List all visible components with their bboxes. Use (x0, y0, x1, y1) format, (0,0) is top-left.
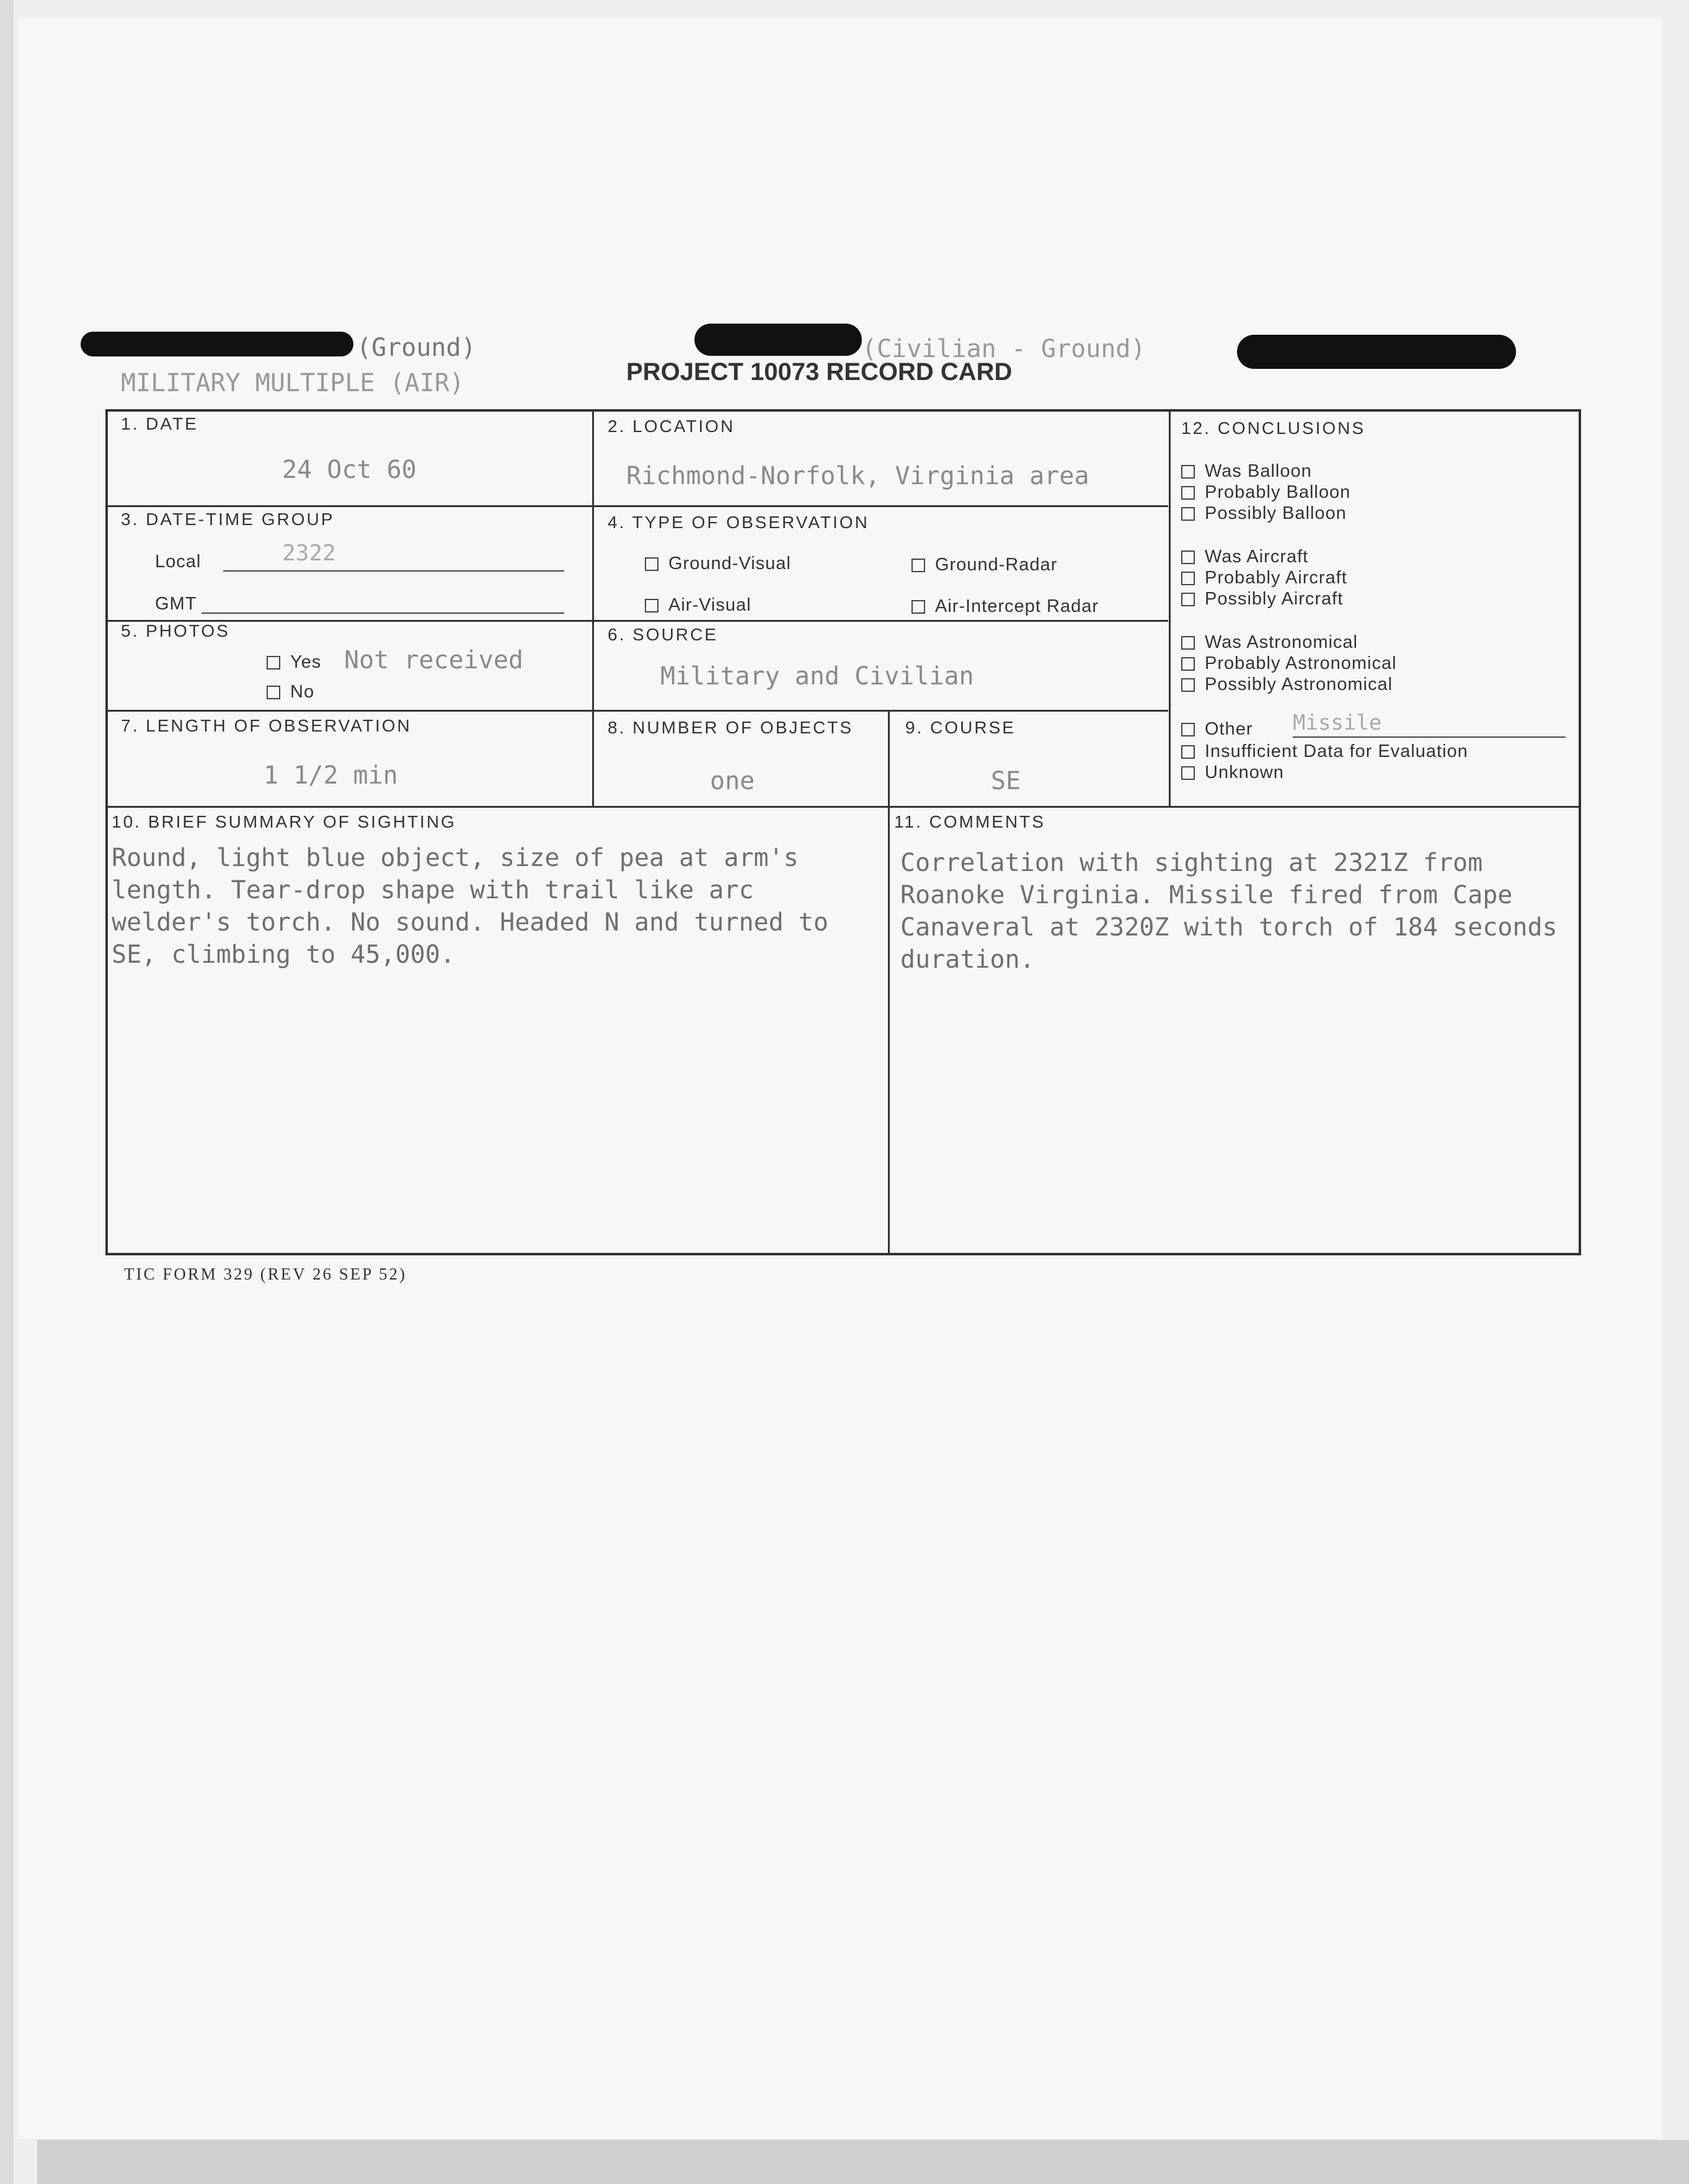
checkbox-was-balloon[interactable] (1181, 465, 1195, 479)
conclusions-label: 12. CONCLUSIONS (1181, 418, 1366, 438)
checkbox-air-visual[interactable] (645, 599, 658, 612)
local-underline (223, 570, 564, 572)
redaction-left (81, 332, 353, 356)
conclusion-was-aircraft: Was Aircraft (1181, 547, 1308, 567)
local-label: Local (155, 552, 202, 572)
length-label: 7. LENGTH OF OBSERVATION (121, 716, 412, 735)
record-card-title: PROJECT 10073 RECORD CARD (626, 358, 1013, 386)
photos-no: No (267, 682, 314, 702)
date-label: 1. DATE (121, 414, 198, 433)
col-divider-1 (592, 412, 594, 806)
checkbox-unknown[interactable] (1181, 766, 1195, 780)
photos-yes-note: Not received (344, 646, 523, 674)
checkbox-ground-visual[interactable] (645, 557, 658, 571)
type-air-visual: Air-Visual (645, 595, 751, 616)
record-card (105, 409, 1581, 1255)
header-center-sub: (Civilian - Ground) (862, 335, 1146, 363)
form-number: TIC FORM 329 (REV 26 SEP 52) (124, 1265, 407, 1283)
location-label: 2. LOCATION (608, 417, 735, 436)
type-ground-visual: Ground-Visual (645, 554, 791, 574)
conclusion-possibly-astronomical: Possibly Astronomical (1181, 674, 1393, 695)
type-air-intercept: Air-Intercept Radar (911, 596, 1099, 617)
local-value: 2322 (282, 541, 336, 566)
objects-value: one (710, 767, 755, 795)
dtg-label: 3. DATE-TIME GROUP (121, 510, 335, 529)
checkbox-probably-astronomical[interactable] (1181, 657, 1195, 671)
gmt-label: GMT (155, 594, 197, 614)
checkbox-photos-no[interactable] (267, 686, 280, 699)
scan-edge-left (0, 0, 14, 2184)
col-divider-3 (888, 710, 890, 1253)
course-label: 9. COURSE (905, 718, 1016, 737)
source-value: Military and Civilian (660, 662, 974, 691)
scan-edge-bottom (37, 2140, 1689, 2184)
checkbox-was-aircraft[interactable] (1181, 550, 1195, 564)
checkbox-probably-aircraft[interactable] (1181, 572, 1195, 585)
location-value: Richmond-Norfolk, Virginia area (626, 462, 1089, 490)
comments-value: Correlation with sighting at 2321Z from Roanoke Virginia. Missile fired from Cape Canaveral at 2320Z with torch of 184 seconds duration. (900, 849, 1558, 974)
row-divider-1 (108, 505, 1168, 507)
checkbox-probably-balloon[interactable] (1181, 486, 1195, 500)
col-divider-2 (1169, 412, 1171, 806)
header-left-line1: (Ground) (357, 334, 476, 362)
type-label: 4. TYPE OF OBSERVATION (608, 513, 869, 532)
gmt-underline (202, 612, 564, 614)
summary-value: Round, light blue object, size of pea at arm's length. Tear-drop shape with trail like arc welder's torch. No sound. Headed N and turned to SE, climbing to 45,000. (112, 844, 828, 969)
conclusion-probably-astronomical: Probably Astronomical (1181, 653, 1397, 674)
type-ground-radar: Ground-Radar (911, 555, 1057, 575)
objects-label: 8. NUMBER OF OBJECTS (608, 718, 854, 737)
checkbox-air-intercept-radar[interactable] (911, 600, 925, 614)
conclusion-other-value: Missile (1293, 710, 1382, 735)
date-value: 24 Oct 60 (282, 456, 417, 484)
conclusion-other: Other (1181, 719, 1253, 740)
other-underline (1293, 736, 1566, 738)
conclusion-unknown: Unknown (1181, 763, 1284, 783)
checkbox-possibly-balloon[interactable] (1181, 507, 1195, 521)
row-divider-3 (108, 710, 1168, 712)
row-divider-2 (108, 620, 1168, 622)
conclusion-probably-balloon: Probably Balloon (1181, 482, 1350, 503)
redaction-right (1237, 335, 1516, 369)
conclusion-possibly-balloon: Possibly Balloon (1181, 503, 1347, 524)
conclusion-possibly-aircraft: Possibly Aircraft (1181, 589, 1343, 609)
redaction-center (694, 324, 862, 356)
checkbox-was-astronomical[interactable] (1181, 636, 1195, 650)
conclusion-insufficient-data: Insufficient Data for Evaluation (1181, 741, 1468, 762)
course-value: SE (991, 767, 1021, 795)
header-left-line2: MILITARY MULTIPLE (AIR) (121, 369, 464, 397)
checkbox-ground-radar[interactable] (911, 559, 925, 572)
photos-yes: Yes (267, 652, 321, 673)
checkbox-possibly-aircraft[interactable] (1181, 593, 1195, 606)
conclusion-was-balloon: Was Balloon (1181, 461, 1312, 482)
checkbox-possibly-astronomical[interactable] (1181, 678, 1195, 692)
conclusion-probably-aircraft: Probably Aircraft (1181, 568, 1347, 588)
checkbox-insufficient-data[interactable] (1181, 745, 1195, 759)
summary-label: 10. BRIEF SUMMARY OF SIGHTING (112, 812, 456, 831)
comments-label: 11. COMMENTS (894, 812, 1045, 831)
checkbox-photos-yes[interactable] (267, 656, 280, 670)
source-label: 6. SOURCE (608, 625, 718, 644)
checkbox-other[interactable] (1181, 723, 1195, 736)
row-divider-4 (108, 806, 1579, 808)
photos-label: 5. PHOTOS (121, 621, 230, 640)
length-value: 1 1/2 min (264, 761, 398, 790)
conclusion-was-astronomical: Was Astronomical (1181, 632, 1358, 653)
